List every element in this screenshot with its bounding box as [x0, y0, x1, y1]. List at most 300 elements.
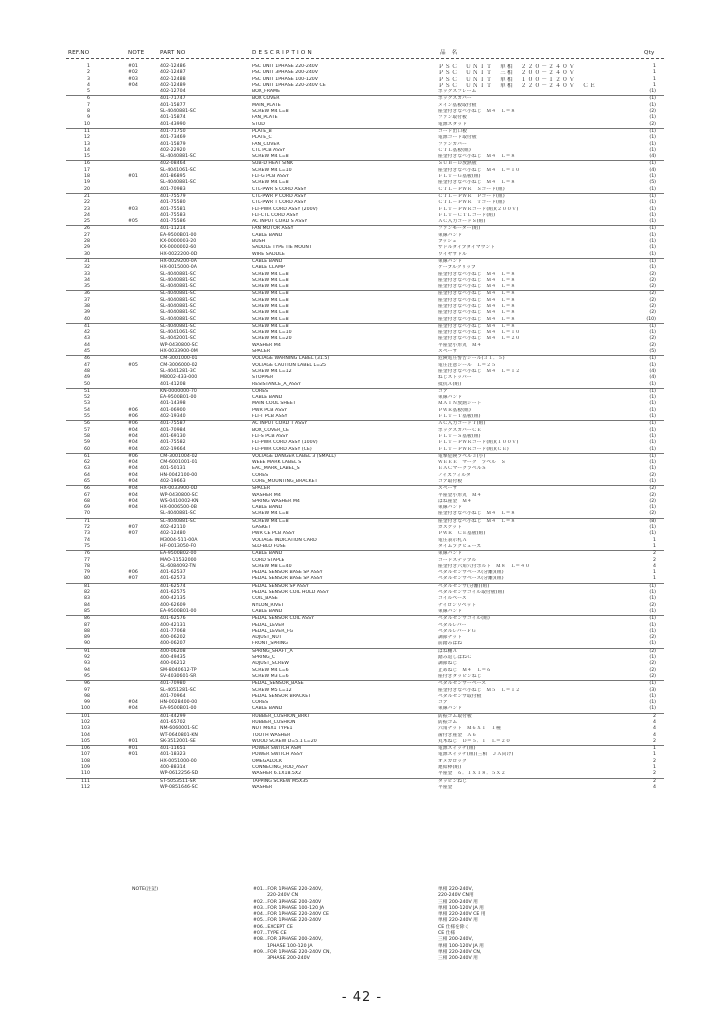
note-cell: #04 — [128, 82, 138, 88]
qty-cell: (2) — [649, 297, 656, 303]
jp-name-cell: ＭＡＩＮ放熱シート — [438, 401, 482, 407]
part-no-cell: 401-73469 — [160, 135, 186, 141]
qty-cell: 1 — [653, 537, 656, 543]
qty-cell: (1) — [649, 226, 656, 232]
jp-name-cell: コア取付板 — [438, 479, 463, 484]
description-cell: CABLE BAND — [252, 395, 283, 401]
qty-cell: (1) — [649, 407, 656, 413]
ref-no-cell: 56 — [84, 421, 90, 427]
part-no-cell: 401-70964 — [160, 693, 186, 699]
description-cell: ADJUST_SCREW — [252, 661, 289, 667]
description-cell: RUBBER_CUSHION — [252, 719, 296, 725]
description-cell: CTL-PWR P CORD ASSY — [252, 193, 307, 199]
jp-name-cell: コードステップル — [438, 557, 477, 563]
description-cell: SCREW M4 L=8 — [252, 109, 289, 115]
qty-cell: (2) — [649, 498, 656, 504]
jp-name-cell: 座金付きなべ小ねじ Ｍ４ Ｌ＝２０ — [438, 336, 521, 342]
note-cell: #04 — [128, 492, 138, 498]
part-no-cell: HX-0051000-00 — [160, 758, 197, 764]
jp-name-cell: 座金付きなべ小ねじ Ｍ４ Ｌ＝８ — [438, 284, 516, 290]
part-no-cell: HN-0042100-00 — [160, 472, 198, 478]
ref-no-cell: 64 — [84, 472, 90, 478]
ref-no-cell: 58 — [84, 433, 90, 439]
jp-name-cell: 止めねじ Ｍ４ Ｌ＝６ — [438, 667, 492, 673]
description-cell: SCREW M4 L=6 — [252, 667, 289, 673]
note-cell: #06 — [128, 453, 138, 459]
ref-no-cell: 14 — [84, 147, 90, 153]
qty-cell: (1) — [649, 89, 656, 95]
qty-cell: (1) — [649, 362, 656, 368]
qty-cell: (1) — [649, 655, 656, 661]
note-en: #06...EXCEPT CE — [253, 924, 293, 930]
qty-cell: (1) — [649, 147, 656, 153]
qty-cell: 1 — [653, 752, 656, 758]
ref-no-cell: 84 — [84, 602, 90, 608]
part-no-cell: SL-4040881-SC — [160, 518, 197, 524]
description-cell: PEDAL_LEVER — [252, 622, 285, 628]
description-cell: CONNECING_ROD_ASSY — [252, 765, 308, 771]
note-cell: #04 — [128, 460, 138, 466]
description-cell: PEDAL SENSOR COIL HOLD ASSY — [252, 590, 329, 596]
qty-cell: (1) — [649, 251, 656, 257]
ref-no-cell: 11 — [84, 128, 90, 134]
jp-name-cell: ＣＴＬ－ＰＷＲ Ｓコード(組) — [438, 186, 505, 192]
ref-no-cell: 70 — [84, 511, 90, 517]
qty-cell: (1) — [649, 505, 656, 511]
qty-cell: (1) — [649, 239, 656, 245]
ref-no-cell: 107 — [81, 752, 90, 758]
jp-name-cell: 座金付きなべ小ねじ Ｍ４ Ｌ＝８ — [438, 277, 516, 283]
jp-name-cell: ばね軸Ａ — [438, 648, 458, 654]
part-no-cell: M3004-511-00A — [160, 537, 198, 543]
table-row — [66, 225, 664, 232]
ref-no-cell: 79 — [84, 570, 90, 576]
jp-name-cell: ファンカバー — [438, 141, 467, 147]
qty-cell: (2) — [649, 336, 656, 342]
part-no-cell: 401-75587 — [160, 421, 186, 427]
description-cell: SCREW M4 L=8 — [252, 271, 289, 277]
description-cell: SLO-BLO FUSE — [252, 543, 286, 549]
qty-cell: (1) — [649, 141, 656, 147]
ref-no-cell: 111 — [81, 778, 90, 784]
part-no-cell: 401-86895 — [160, 174, 186, 180]
jp-name-cell: 平座金 ６．１Ｘ１８．５Ｘ２ — [438, 771, 506, 777]
part-no-cell: HX-0006500-0B — [160, 505, 197, 511]
note-cell: #07 — [128, 576, 138, 582]
qty-cell: 1 — [653, 70, 656, 76]
part-no-cell: 401-75583 — [160, 212, 186, 218]
note-cell: #04 — [128, 505, 138, 511]
ref-no-cell: 31 — [84, 258, 90, 264]
part-no-cell: SL-4040881-SC — [160, 277, 197, 283]
note-en: #04...FOR 1PHASE 220-240V CE — [253, 912, 329, 918]
jp-name-cell: ＡＣ入力コードＳ(組) — [438, 219, 486, 225]
description-cell: SPACER — [252, 486, 271, 492]
part-no-cell: SL-4040881-SC — [160, 180, 197, 186]
jp-name-cell: ＦＬＴ－ＰＷＲコード(組)(２００Ｖ) — [438, 206, 519, 212]
qty-cell: (2) — [649, 291, 656, 297]
jp-name-cell: 六角ナット Ｍ６Ｘ１ １種 — [438, 726, 501, 732]
jp-name-cell: コア — [438, 388, 448, 394]
qty-cell: (1) — [649, 596, 656, 602]
description-cell: CABLE CLAMP — [252, 265, 285, 271]
jp-name-cell: ペダルレバー — [438, 622, 467, 628]
qty-cell: (1) — [649, 401, 656, 407]
jp-name-cell: ＰＳＣ ＵＮＩＴ 単相 １００－１２０Ｖ — [438, 76, 576, 83]
jp-name-cell: 束線バンド — [438, 608, 463, 614]
jp-name-cell: コード出口板 — [438, 128, 468, 134]
qty-cell: (1) — [649, 693, 656, 699]
description-cell: PEDAL_LEVER_FG — [252, 628, 294, 634]
description-cell: GASKET — [252, 525, 271, 531]
qty-cell: 2 — [653, 557, 656, 563]
jp-name-cell: 座金付きなべ小ねじ Ｍ４ Ｌ＝８ — [438, 518, 516, 524]
qty-cell: (1) — [649, 421, 656, 427]
part-no-cell: SM-8040612-TP — [160, 667, 197, 673]
ref-no-cell: 10 — [84, 121, 90, 127]
jp-name-cell: 座金付きなべ小ねじ Ｍ４ Ｌ＝８ — [438, 303, 516, 309]
qty-cell: 1 — [653, 765, 656, 771]
qty-cell: (1) — [649, 440, 656, 446]
jp-name-cell: ＰＳＣ ＵＮＩＴ 三相 ２００－２４０Ｖ — [438, 70, 576, 77]
qty-cell: 1 — [653, 570, 656, 576]
ref-no-cell: 46 — [84, 356, 90, 362]
jp-name-cell: ＰＳＣ ＵＮＩＴ 単相 ２２０－２４０Ｖ — [438, 64, 576, 70]
part-no-cell: 401-43990 — [160, 121, 186, 127]
qty-cell: (1) — [649, 395, 656, 401]
note-en: #02...FOR 3PHASE 200-240V — [253, 899, 322, 905]
ref-no-cell: 12 — [84, 135, 90, 141]
jp-name-cell: 危険電圧警告シール(３１．５) — [438, 356, 505, 362]
jp-name-cell: 電源スイッチ(組) — [438, 746, 476, 752]
ref-no-cell: 59 — [84, 440, 90, 446]
qty-cell: 4 — [653, 784, 656, 790]
part-no-cell: SL-6084092-TN — [160, 563, 196, 569]
part-no-cell: 400-42131 — [160, 622, 186, 628]
part-no-cell: KX-0000002-60 — [160, 245, 197, 251]
qty-cell: 2 — [653, 551, 656, 557]
table-row — [66, 355, 664, 362]
table-row — [66, 258, 664, 265]
qty-cell: (4) — [649, 154, 656, 160]
jp-name-cell: ペダルセンサベース(分離)(組) — [438, 576, 504, 582]
part-no-cell: 400-62609 — [160, 602, 186, 608]
qty-cell: (3) — [649, 687, 656, 693]
jp-name-cell: 座金付きなべ小ねじ Ｍ４ Ｌ＝８ — [438, 271, 516, 277]
ref-no-cell: 78 — [84, 563, 90, 569]
note-cell: #01 — [128, 746, 138, 752]
ref-no-cell: 92 — [84, 655, 90, 661]
jp-name-cell: 平座金小形丸 Ｍ４ — [438, 342, 482, 348]
note-jp: 単相 100-120V JA 用 — [438, 943, 484, 949]
qty-cell: (2) — [649, 121, 656, 127]
description-cell: SPACER — [252, 349, 271, 355]
description-cell: CABLE BAND — [252, 258, 283, 264]
jp-name-cell: ＦＬＴ－ＰＷＲコード(組)(ＣＥ) — [438, 446, 509, 452]
table-row — [66, 323, 664, 330]
description-cell: POWER SWITCH ASSY — [252, 752, 303, 758]
qty-cell: (2) — [649, 284, 656, 290]
jp-name-cell: 座金付きなべ小ねじ Ｍ４ Ｌ＝１０ — [438, 330, 521, 336]
jp-name-cell: 電源スイッチ(組)(三相 ＪＡ向け) — [438, 752, 514, 758]
qty-cell: (1) — [649, 608, 656, 614]
ref-no-cell: 39 — [84, 310, 90, 316]
description-cell: PEDAL SENSOR SP ASSY — [252, 583, 309, 589]
ref-no-cell: 105 — [81, 738, 90, 744]
qty-cell: (1) — [649, 115, 656, 121]
ref-no-cell: 37 — [84, 297, 90, 303]
table-row — [66, 128, 664, 135]
description-cell: PSC UNIT 1PHASE 220-240V — [252, 64, 318, 69]
description-cell: PSC UNIT 1PHASE 100-120V — [252, 76, 318, 82]
jp-name-cell: 防振ゴム — [438, 719, 458, 725]
part-no-cell: 401-18323 — [160, 752, 186, 758]
ref-no-cell: 16 — [84, 161, 90, 167]
ref-no-cell: 9 — [87, 115, 90, 121]
part-no-cell: SL-4040881-SC — [160, 323, 197, 329]
ref-no-cell: 88 — [84, 628, 90, 634]
ref-no-cell: 102 — [81, 719, 90, 725]
note-en: #05...FOR 1PHASE 220-240V — [253, 918, 322, 924]
ref-no-cell: 26 — [84, 226, 90, 232]
description-cell: FAN_PLATE — [252, 115, 278, 121]
qty-cell: (1) — [649, 219, 656, 225]
jp-name-cell: ボックスカバー — [438, 96, 472, 102]
ref-no-cell: 2 — [87, 70, 90, 76]
qty-cell: 4 — [653, 726, 656, 732]
qty-cell: 2 — [653, 738, 656, 744]
qty-cell: (1) — [649, 622, 656, 628]
ref-no-cell: 45 — [84, 349, 90, 355]
description-cell: FAN_COVER — [252, 141, 280, 147]
note-cell: #04 — [128, 706, 138, 712]
ref-no-cell: 101 — [81, 713, 90, 719]
part-no-cell: 401-75586 — [160, 219, 186, 225]
description-cell: WASHER M4 — [252, 492, 281, 498]
ref-no-cell: 20 — [84, 186, 90, 192]
note-jp: 単相 220-240V 用 — [438, 918, 478, 924]
ref-no-cell: 75 — [84, 543, 90, 549]
description-cell: SCREW M4 L=8 — [252, 154, 289, 160]
part-no-cell: SL-4040881-SC — [160, 316, 197, 322]
part-no-cell: 401-62576 — [160, 616, 186, 622]
description-cell: CORES — [252, 700, 269, 706]
qty-cell: (1) — [649, 433, 656, 439]
qty-cell: (2) — [649, 511, 656, 517]
qty-cell: (2) — [649, 486, 656, 492]
note-jp: 単相 220-240V CN, — [438, 949, 482, 955]
ref-no-cell: 67 — [84, 492, 90, 498]
description-cell: SPRING WASHER M4 — [252, 498, 300, 504]
description-cell: SCREW M3 L=6 — [252, 673, 289, 679]
ref-no-cell: 80 — [84, 576, 90, 582]
part-no-cell: 402-42110 — [160, 525, 186, 531]
jp-name-cell: ＦＬＴ－ＣＴＬコード(組) — [438, 212, 496, 218]
part-no-cell: WP-0612256-SD — [160, 771, 199, 777]
jp-name-cell: オメガロック — [438, 758, 467, 764]
part-no-cell: HX-0033900-0D — [160, 486, 198, 492]
qty-cell: (1) — [649, 446, 656, 452]
description-cell: VOLTAGE DANGER LABEL 3 (SMALL) — [252, 453, 336, 459]
jp-name-cell: 束線バンド — [438, 551, 463, 557]
jp-name-cell: コア — [438, 700, 448, 706]
part-no-cell: 400-06208 — [160, 648, 186, 654]
jp-name-cell: 前踏みばね — [438, 641, 463, 647]
col-header-qty: Qty — [644, 50, 655, 56]
part-no-cell: 400-06202 — [160, 635, 186, 641]
part-no-cell: SL-4051281-SC — [160, 687, 197, 693]
jp-name-cell: ばね座金 Ｍ４ — [438, 498, 472, 504]
jp-name-cell: 抵抗Ａ(組) — [438, 381, 462, 387]
part-no-cell: NM-6060001-SC — [160, 726, 199, 732]
jp-name-cell: 座金付きなべ小ねじ Ｍ４ Ｌ＝８ — [438, 180, 516, 186]
ref-no-cell: 89 — [84, 635, 90, 641]
qty-cell: (1) — [649, 700, 656, 706]
jp-name-cell: コイルベース — [438, 596, 467, 602]
description-cell: SCREW M4 L=8 — [252, 518, 289, 524]
note-cell: #04 — [128, 486, 138, 492]
note-jp: 三相 200-240V, — [438, 937, 474, 943]
jp-name-cell: ＥＡＣマークラベルＳ — [438, 466, 487, 472]
part-no-cell: 401-44299 — [160, 713, 186, 719]
part-no-cell: 401-62537 — [160, 570, 186, 576]
jp-name-cell: ＣＴＬ－ＰＷＲ Ｐコード(組) — [438, 193, 505, 199]
qty-cell: (1) — [649, 212, 656, 218]
qty-cell: (10) — [646, 316, 656, 322]
ref-no-cell: 54 — [84, 407, 90, 413]
qty-cell: (5) — [649, 180, 656, 186]
jp-name-cell: ブッシュ — [438, 239, 457, 245]
part-no-cell: 401-41208 — [160, 381, 186, 387]
jp-name-cell: 座金付きなべ小ねじ Ｍ４ Ｌ＝１２ — [438, 368, 521, 374]
description-cell: CABLE BAND — [252, 706, 283, 712]
part-no-cell: SL-4040881-SC — [160, 109, 197, 115]
description-cell: AC INPUT CORD T ASSY — [252, 421, 308, 427]
jp-name-cell: サドルタイプタイマウント — [438, 245, 496, 251]
table-row — [66, 453, 664, 460]
table-row — [66, 420, 664, 427]
qty-cell: (1) — [649, 706, 656, 712]
qty-cell: (2) — [649, 602, 656, 608]
part-no-cell: 401-15877 — [160, 102, 186, 108]
part-no-cell: SL-4040881-SC — [160, 511, 197, 517]
part-no-cell: KN-0000000-70 — [160, 388, 197, 394]
description-cell: CORE_MOUNTING_BRACKET — [252, 479, 318, 484]
ref-no-cell: 42 — [84, 330, 90, 336]
description-cell: FAN MOTOR ASSY — [252, 226, 294, 232]
part-no-cell: 401-15879 — [160, 141, 186, 147]
jp-name-cell: ペダルセンサ取付板 — [438, 693, 482, 699]
note-en: #08...FOR 3PHASE 200-240V, — [253, 937, 323, 943]
qty-cell: 1 — [653, 76, 656, 82]
description-cell: MAIN_PLATE — [252, 102, 281, 108]
ref-no-cell: 18 — [84, 174, 90, 180]
part-no-cell: 401-69130 — [160, 433, 186, 439]
part-no-cell: 401-71747 — [160, 96, 186, 102]
part-no-cell: CM-6001001-01 — [160, 460, 198, 466]
note-cell: #05 — [128, 362, 138, 368]
note-cell: #01 — [128, 738, 138, 744]
description-cell: VOLTAGE WARNING LABEL (31.5) — [252, 356, 330, 362]
ref-no-cell: 48 — [84, 368, 90, 374]
description-cell: CTL-PWR T CORD ASSY — [252, 200, 307, 206]
qty-cell: (1) — [649, 135, 656, 141]
description-cell: SCREW M4 L=8 — [252, 291, 289, 297]
ref-no-cell: 32 — [84, 265, 90, 271]
qty-cell: (2) — [649, 635, 656, 641]
part-no-cell: 400-42135 — [160, 596, 186, 602]
qty-cell: (1) — [649, 102, 656, 108]
ref-no-cell: 85 — [84, 608, 90, 614]
table-row — [66, 745, 664, 752]
table-row — [66, 95, 664, 102]
ref-no-cell: 69 — [84, 505, 90, 511]
qty-cell: (1) — [649, 453, 656, 459]
part-no-cell: 402-12489 — [160, 82, 186, 88]
ref-no-cell: 77 — [84, 557, 90, 563]
description-cell: AC INPUT CORD S ASSY — [252, 219, 308, 225]
ref-no-cell: 51 — [84, 388, 90, 394]
note-cell: #01 — [128, 752, 138, 758]
ref-no-cell: 71 — [84, 518, 90, 524]
jp-name-cell: 座付きタッピンねじ — [438, 673, 482, 679]
qty-cell: (1) — [649, 232, 656, 238]
description-cell: WASHER M4 — [252, 342, 281, 348]
note-cell: #04 — [128, 472, 138, 478]
description-cell: BOX_COVER_CE — [252, 427, 289, 433]
ref-no-cell: 21 — [84, 193, 90, 199]
col-header-part-no: PART NO — [160, 50, 186, 56]
ref-no-cell: 1 — [87, 64, 90, 69]
description-cell: TOOTH WASHER — [252, 732, 291, 738]
note-en: 220-240V CN — [253, 893, 299, 899]
jp-name-cell: ＰＷＲ ＣＥ基板(組) — [438, 531, 486, 537]
part-no-cell: SL-4041061-SC — [160, 330, 197, 336]
description-cell: SCREW M4 L=8 — [252, 303, 289, 309]
table-row — [66, 615, 664, 622]
qty-cell: (2) — [649, 648, 656, 654]
description-cell: NUT M6X1 TYPE1 — [252, 726, 293, 732]
ref-no-cell: 81 — [84, 583, 90, 589]
description-cell: SCREW M4 L=10 — [252, 167, 292, 173]
qty-cell: (2) — [649, 492, 656, 498]
ref-no-cell: 99 — [84, 700, 90, 706]
note-en: #03...FOR 1PHASE 100-120 JA — [253, 905, 325, 911]
ref-no-cell: 5 — [87, 89, 90, 95]
jp-name-cell: 座金付きなべ小ねじ Ｍ４ Ｌ＝８ — [438, 316, 516, 322]
ref-no-cell: 22 — [84, 200, 90, 206]
col-header-jp-name: 品 名 — [440, 50, 458, 56]
qty-cell: 4 — [653, 563, 656, 569]
ref-no-cell: 8 — [87, 109, 90, 115]
description-cell: PEDAL SENSOR BASE SP ASSY — [252, 576, 323, 582]
part-no-cell: HX-0022200-0D — [160, 251, 198, 257]
description-cell: SCREW M4 L=8 — [252, 180, 289, 186]
jp-name-cell: ＡＣ入力コードＴ(組) — [438, 421, 486, 427]
ref-no-cell: 55 — [84, 414, 90, 420]
qty-cell: 4 — [653, 719, 656, 725]
qty-cell: (1) — [649, 128, 656, 134]
note-jp: 単相 220-240V, — [438, 887, 474, 892]
jp-name-cell: 座金付きなべ小ねじ Ｍ４ Ｌ＝１０ — [438, 167, 521, 173]
part-no-cell: 400-06207 — [160, 641, 186, 647]
jp-name-cell: 調節ねじ — [438, 661, 458, 667]
qty-cell: (1) — [649, 628, 656, 634]
qty-cell: (1) — [649, 265, 656, 271]
notes-label: NOTE(注記) — [132, 887, 159, 892]
note-en: #01...FOR 1PHASE 220-240V, — [253, 887, 323, 892]
qty-cell: 1 — [653, 82, 656, 88]
